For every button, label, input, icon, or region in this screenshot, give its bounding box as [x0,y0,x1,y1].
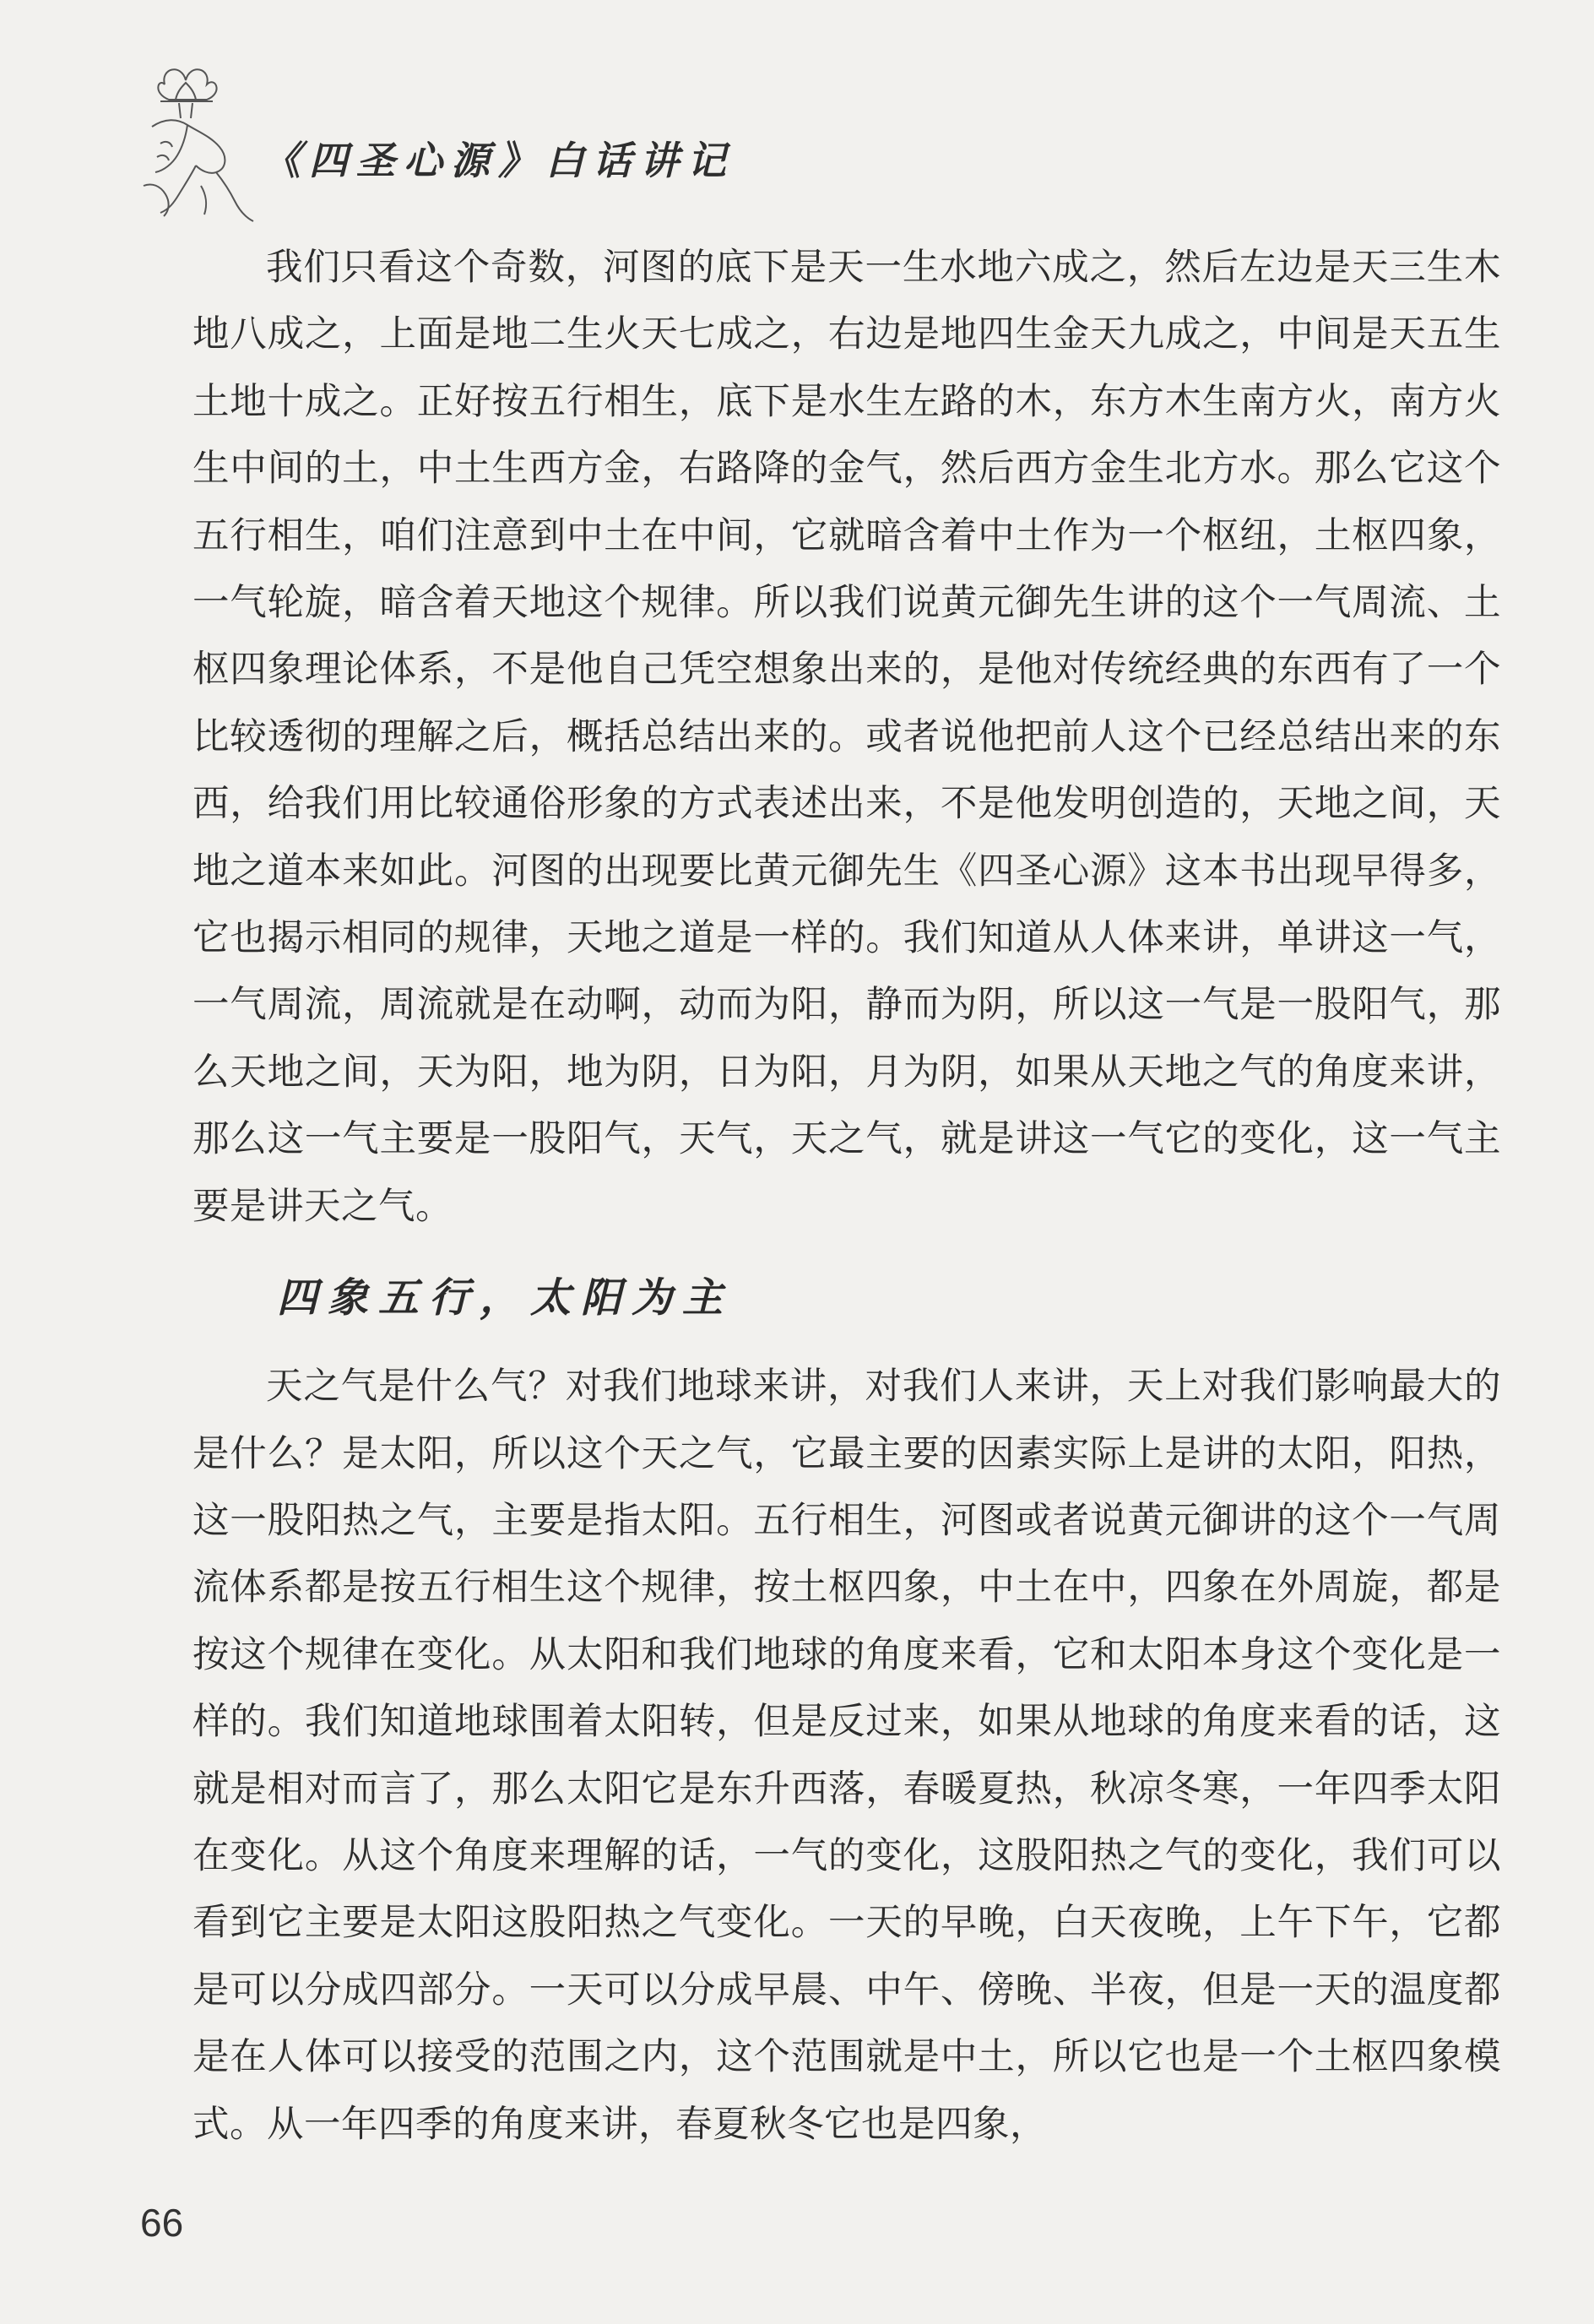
book-title: 《四圣心源》白话讲记 [262,138,735,183]
page-content [192,235,1501,2158]
body-paragraph: 天之气是什么气？对我们地球来讲，对我们人来讲，天上对我们影响最大的是什么？是太阳，所以这个天之气，它最主要的因素实际上是讲的太阳，阳热，这一股阳热之气，主要是指太阳。五行相生，河图或者说黄元御讲的这个一气周流体系都是按五行相生这个规律，按土枢四象，中土在中，四象在外周旋，都是按这个规律在变化。从太阳和我们地球的角度来看，它和太阳本身这个变化是一样的。我们知道地球围着太阳转，但是反过来，如果从地球的角度来看的话，这就是相对而言了，那么太阳它是东升西落，春暖夏热，秋凉冬寒，一年四季太阳在变化。从这个角度来理解的话，一气的变化，这股阳热之气的变化，我们可以看到它主要是太阳这股阳热之气变化。一天的早晚，白天夜晚，上午下午，它都是可以分成四部分。一天可以分成早晨、中午、傍晚、半夜，但是一天的温度都是在人体可以接受的范围之内，这个范围就是中土，所以它也是一个土枢四象模式。从一年四季的角度来讲，春夏秋冬它也是四象， [192,1366,1501,2146]
page-number: 66 [140,2201,184,2245]
body-paragraph: 我们只看这个奇数，河图的底下是天一生水地六成之，然后左边是天三生木地八成之，上面是地二生火天七成之，右边是地四生金天九成之，中间是天五生土地十成之。正好按五行相生，底下是水生左路的木，东方木生南方火，南方火生中间的土，中土生西方金，右路降的金气，然后西方金生北方水。那么它这个五行相生，咱们注意到中土在中间，它就暗含着中土作为一个枢纽，土枢四象，一气轮旋，暗含着天地这个规律。所以我们说黄元御先生讲的这个一气周流、土枢四象理论体系，不是他自己凭空想象出来的，是他对传统经典的东西有了一个比较透彻的理解之后，概括总结出来的。或者说他把前人这个已经总结出来的东西，给我们用比较通俗形象的方式表述出来，不是他发明创造的，天地之间，天地之道本来如此。河图的出现要比黄元御先生《四圣心源》这本书出现早得多，它也揭示相同的规律，天地之道是一样的。我们知道从人体来讲，单讲这一气，一气周流，周流就是在动啊，动而为阳，静而为阴，所以这一气是一股阳气，那么天地之间，天为阳，地为阴，日为阳，月为阴，如果从天地之气的角度来讲，那么这一气主要是一股阳气，天气，天之气，就是讲这一气它的变化，这一气主要是讲天之气。 [192,247,1501,1228]
section-heading: 四象五行，太阳为主 [277,1274,734,1322]
page-header [135,59,895,228]
lotus-hand-emblem-icon [135,59,262,228]
